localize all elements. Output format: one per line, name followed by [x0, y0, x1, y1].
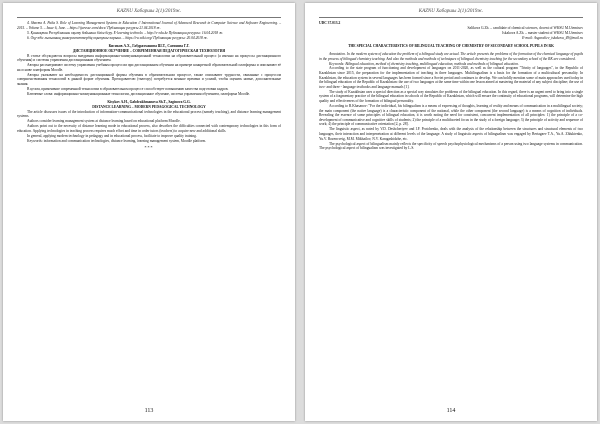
reference-item: 6. Оқу-әдіс ғылымның университеттердің оқытушы-ларына. – https://ru.wiki.org/ Публикации ресурсы: 20.04.2018 ж. — [27, 35, 208, 40]
author-email: E-mail: Asgaraliev_iskakova_49@mail.ru — [522, 35, 583, 40]
body-paragraph: The psychological aspect of bilingualism mainly reflects the specificity of speech psychophysiological mechanisms of a person using two language systems in communication. The psychological aspect of bilingualism was investigated by L.S. — [319, 141, 583, 151]
author-line: Iskakova A.Zh. – master student of WKSU M.Utemisov — [502, 30, 583, 35]
running-header: KAZNU Хабаршы 2(1)/2019ж. — [116, 9, 182, 14]
en-paragraph: Authors consider learning management system at distance learning based on educational platform Moodle. — [27, 119, 181, 124]
body-paragraph: The study of Kazakhstan uses a special direction as a special way simulates the problems of the bilingual education. In this regard, there is an urgent need to bring into a single system of a fragmentary practice of the bilingual education in schools of the Republic of Kazakhstan, which will ensure the continuity of educational programs, will determine the high quality and effectiveness of the formation of bilingual personality. — [319, 89, 583, 104]
en-keywords: Keywords: information and communication technologies, distance learning, learning management system, Moodle platform. — [27, 138, 207, 143]
right-page — [305, 3, 597, 421]
en-paragraph: The article discusses issues of the introduction of information-communicational technologies in the educational process (namely teaching), and distance learning management systems. — [17, 109, 281, 119]
ru-authors: Кисиков А.Х., Габдрахманова Ш.Т., Сагинова Г.Г. — [108, 43, 190, 48]
annotation: Annotation. In the modern system of education the problem of a bilingual study are actual. The article presents the problems of the formation of the chemical language of pupils in the process of bilingual chemistry teaching. And also the methods and methods of techniques of bilingual chemistry teaching for the secondary school of the RK are considered. — [319, 51, 583, 61]
page-number: 114 — [446, 408, 456, 414]
right-page-body — [319, 21, 583, 399]
header-rule — [319, 17, 583, 18]
ru-paragraph: В статье обсуждаются вопросы внедрения информационно-коммуникационной технологии на образовательный процесс (а именно на процессы дистанционного обучения) и системы управления дистанционным обучением. — [17, 53, 281, 63]
left-page — [3, 3, 295, 421]
author-line: Salikova G.Zh. – candidate of chemical sciences, docent of WKSU M.Utemisov — [467, 25, 583, 30]
body-paragraph: The linguistic aspect, as noted by V.D. Deshcheriyev and I.F. Protchenko, deals with the analysis of the relationship between the structures and structural elements of two languages, their interaction and interpenetration at different levels of the language. A study of linguistic aspects of bilingualism was engaged by Bertagaev T.A., Yu.A. Zhluktenko, Yu.V. Rozencveig, M.M. Mikhailov, N.V. Karagashidzhe, etc. — [319, 127, 583, 141]
ru-paragraph: В целом, применение современной технологии в образовательном процессе способствует повышению качества подготовки кадров. — [27, 86, 229, 91]
udc-code: UDC 37.013.2 — [319, 21, 341, 25]
page-number: 113 — [144, 408, 154, 414]
en-article-title: DISTANCE LEARNING – MODERN PEDAGOGICAL TECHNOLOGY — [92, 104, 206, 109]
en-paragraph: Authors point out to the necessity of distance learning mode in educational process, also describes the difficulties connected with contemporary technologies in this form of education. Applying technologies in teaching process requires much effort and time in order tutors (teachers) to acquire new and additional skills. — [17, 124, 281, 133]
left-page-body — [17, 21, 281, 399]
en-authors: Kisykov A.H., Gabdrakhmanova Sh.T., Saginova G.G. — [107, 99, 191, 104]
article-title: THE SPECIAL CHARACTERISTICS OF BILINGUAL TEACHING OF CHEMISTRY OF SECONDARY SCHOOL PUPILS IN RK — [348, 43, 554, 48]
en-paragraph: In general, applying modern technology in pedagogy and in educational process, facilitate to improve quality training. — [27, 133, 197, 138]
keywords: Keywords: Bilingual education, method of chemistry teaching, multilingual education, methods and methods of bilingual education. — [329, 61, 519, 66]
ru-article-title: ДИСТАНЦИОННОЕ ОБУЧЕНИЕ – СОВРЕМЕННАЯ ПЕДАГОГИЧЕСКАЯ ТЕХНОЛОГИЯ — [72, 48, 226, 53]
section-separator: *** — [144, 144, 154, 150]
running-header: KAZNU Хабаршы 2(1)/2019ж. — [418, 9, 484, 14]
ru-paragraph: Авторы рассматривают систему управления учебным процессом при дистанционном обучении на примере конкретной образовательной платформы и описывают её на основе платформы Moodle. — [17, 63, 281, 72]
header-rule — [17, 17, 281, 18]
body-paragraph: According to the state program of functioning and development of languages on 2011-2020, as well as the cultural program "Trinity of languages", in the Republic of Kazakhstan since 2015, the preparation for the implementation of teaching in three languages. Multilingualism is a basis for the formation of a multicultural personality. In Kazakhstan, the education system in several languages has been formed since a Soviet period and continues to develop. We can boldly mention some of main approaches used today in the bilingual education of the Republic of Kazakhstan: the use of two languages at the same time within one lesson aimed at mastering the material of any subject discipline; the use of two- and three - language textbooks and language manuals [1]. — [319, 66, 583, 89]
body-paragraph: According to B.Khasanov: "For the individual, his bilingualism is a means of expressing of thoughts, learning of reality and means of communication in a multilingual society; the main component (the native language) is a characteristic component of the national, while the other component (the second language) is a means of cognition of individuals. Revealing the essence of some principles of bilingual education, it is worth noting the need for consistent, concurrent implementation of all principles: 1) the principle of a co-development of communicative and cognitive skills of students; 2) the principle of a multifaceted focus in the study of a foreign language; 3) the principle of activity and sequence of work; 4) the principle of communicative orientation [2, p. 28]. — [319, 104, 583, 127]
reference-item: 5. Қашықтан Республиканы оқыту бойынша білім беру. Е-learning technolo. – http://e-edu.kz Публикации ресурсы: 16.04.2018 ж. — [27, 30, 224, 35]
ru-keywords: Ключевые слова: информационно-коммуникационные технологии, дистанционное обучение, система управления обучением, платформа Moodle. — [27, 91, 251, 96]
reference-item: 4. Sharma A. Palta S. Role of Learning Management Systems in Education // International Journal of Advanced Research in Computer Science and Software Engineering. – 2015. – Volume 5. – Issue 6, June. – https://ijarcsse.com/docs/ Публикации ресурсы 21.04.2018 ж. — [17, 21, 281, 30]
ru-paragraph: Авторы указывают на необходимость дистанционной формы обучения в образовательном процессе, также описывают трудности, связанные с процессом совершенствования технологий в данной форме обучения. Преподавателю (тьютору) потребуется меньше времени и усилий, чтобы оценить новые, дополнительные знания. — [17, 72, 281, 86]
